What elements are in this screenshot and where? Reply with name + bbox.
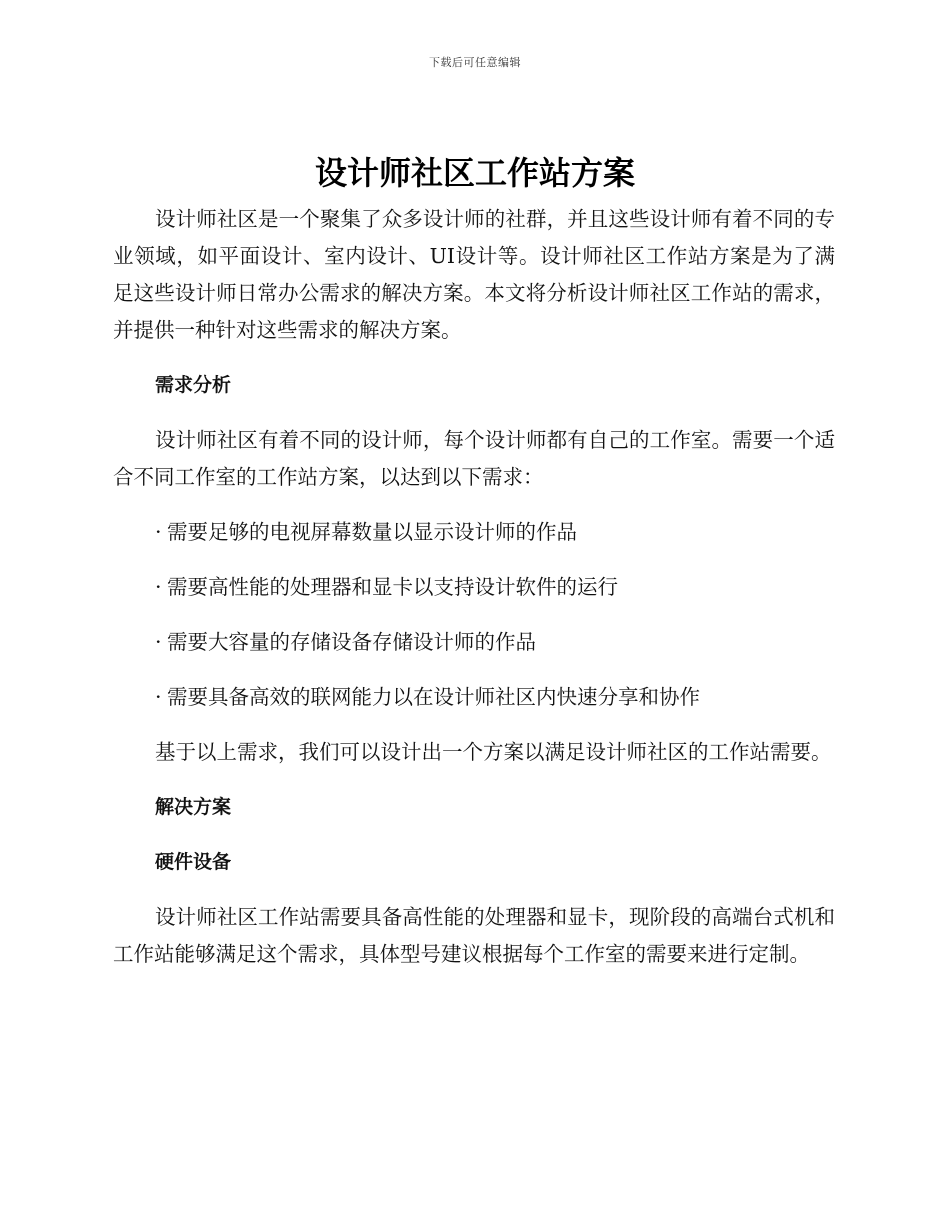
subsection-heading-hardware: 硬件设备 [155,851,232,873]
list-item [113,514,835,551]
list-item-text: 需要具备高效的联网能力以在设计师社区内快速分享和协作 [167,685,700,709]
list-item [113,624,835,661]
hardware-paragraph: 设计师社区工作站需要具备高性能的处理器和显卡，现阶段的高端台式机和工作站能够满足这个需求，具体型号建议根据每个工作室的需要来进行定制。 [113,905,835,966]
document-body [113,201,835,991]
needs-paragraph: 设计师社区有着不同的设计师，每个设计师都有自己的工作室。需要一个适合不同工作室的工作站方案，以达到以下需求： [113,428,835,489]
section-heading-needs: 需求分析 [155,374,232,396]
header-note: 下载后可任意编辑 [429,56,521,69]
bullet-marker: · [155,520,162,544]
list-item-text: 需要高性能的处理器和显卡以支持设计软件的运行 [167,575,618,599]
list-item [113,569,835,606]
bullet-marker: · [155,575,162,599]
bullet-marker: · [155,630,162,654]
list-item-text: 需要大容量的存储设备存储设计师的作品 [167,630,536,654]
section-heading-solution: 解决方案 [155,796,232,818]
list-item [113,679,835,716]
intro-paragraph: 设计师社区是一个聚集了众多设计师的社群，并且这些设计师有着不同的专业领域，如平面设计、室内设计、UI设计等。设计师社区工作站方案是为了满足这些设计师日常办公需求的解决方案。本文将分析设计师社区工作站的需求，并提供一种针对这些需求的解决方案。 [113,207,835,342]
document-title: 设计师社区工作站方案 [314,154,635,192]
bullet-marker: · [155,685,162,709]
needs-conclusion-paragraph: 基于以上需求，我们可以设计出一个方案以满足设计师社区的工作站需要。 [155,740,832,764]
list-item-text: 需要足够的电视屏幕数量以显示设计师的作品 [167,520,577,544]
